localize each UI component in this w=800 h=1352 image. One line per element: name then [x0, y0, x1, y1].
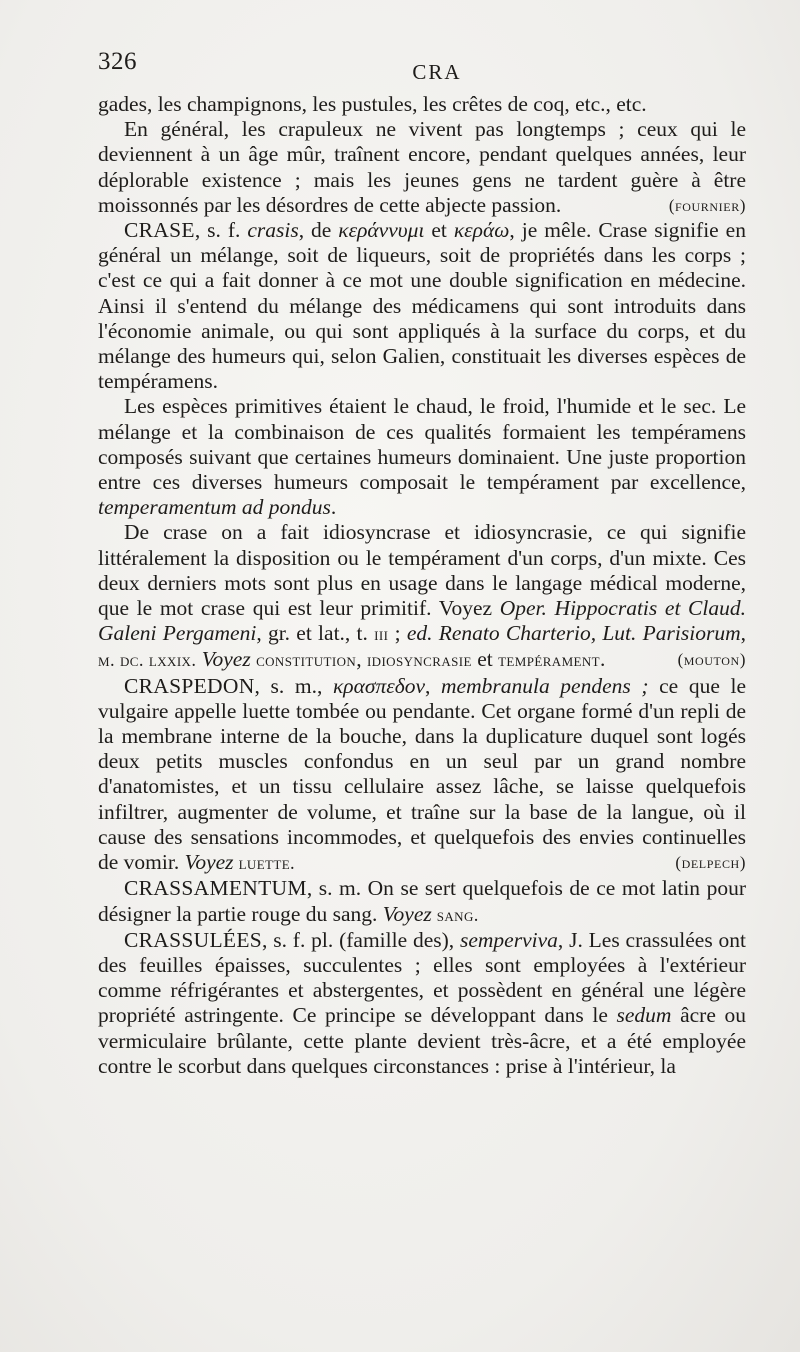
- greek-term: κεράννυμι: [338, 218, 425, 243]
- entry-crase: CRASE, s. f. crasis, de κεράννυμι et κεράω, je mêle. Crase signifie en général un mélange, soit de liqueurs, soit de propriétés dans les corps ; c'est ce qui a fait donner à ce mot une double signification en médecine. Ainsi il s'entend du mélange des médicamens qui sont introduits dans l'économie animale, ou qui sont appliqués à la surface du corps, et du mélange des humeurs qui, selon Galien, constituait les diverses espèces de tempéramens.: [98, 218, 746, 394]
- latin-term: membranula pendens ;: [441, 673, 649, 698]
- reference-title: Oper. Hippocratis et Claud. Galeni Pergameni: [98, 596, 746, 646]
- cross-reference: constitution: [256, 650, 357, 671]
- author-signature: ( delpech ): [649, 850, 746, 875]
- cross-reference: tempérament: [498, 650, 600, 671]
- continuation-paragraph: gades, les champignons, les pustules, les crêtes de coq, etc., etc.: [98, 92, 647, 116]
- reference-edition: ed. Renato Charterio, Lut. Parisiorum: [406, 621, 741, 646]
- author-signature: ( mouton ): [652, 647, 746, 672]
- cross-reference: luette.: [233, 853, 296, 874]
- headword: CRASSULÉES: [124, 927, 263, 952]
- greek-term: κεράω: [453, 218, 510, 243]
- author-signature: ( fournier ): [643, 193, 746, 218]
- dictionary-text: [98, 92, 746, 1079]
- entry-craspedon: CRASPEDON, s. m., κρασπεδον, membranula pendens ; ce que le vulgaire appelle luette tombée ou pendante. Cet organe formé d'un repli de la membrane interne de la bouche, dans la duplicature duquel sont logés deux petits muscles confondus en un seul par un grand nombre d'anatomistes, et un tissu cellulaire assez lâche, se laisse quelquefois infiltrer, augmenter de volume, et traîne sur la base de la langue, où il cause des sensations incommodes, et quelquefois des envies continuelles de vomir. Voyez luette. ( delpech ): [98, 674, 746, 877]
- cross-reference: idiosyncrasie: [366, 650, 472, 671]
- headword: CRASPEDON: [124, 673, 255, 698]
- page-header: [98, 44, 746, 88]
- paragraph-idiosyncrasie: De crase on a fait idiosyncrase et idiosyncrasie, ce qui signifie littéralement la disposition ou le tempérament d'un corps, d'un mixte. Ces deux derniers mots sont plus en usage dans le langage médical moderne, que le mot crase qui est leur primitif. Voyez Oper. Hippocratis et Claud. Galeni Pergameni, gr. et lat., t. iii ; ed. Renato Charterio, Lut. Parisiorum, m. dc. lxxix. Voyez constitution, idiosyncrasie et tempérament. ( mouton ): [98, 520, 746, 673]
- latin-term: semperviva: [459, 927, 558, 952]
- headword: CRASSAMENTUM: [124, 876, 307, 901]
- latin-term: temperamentum ad pondus: [98, 495, 331, 520]
- entry-crassulees: CRASSULÉES, s. f. pl. (famille des), semperviva, J. Les crassulées ont des feuilles épaisses, succulentes ; elles sont employées à l'extérieur comme réfrigérantes et abstergentes, et possèdent en général une légère propriété astringente. Ce principe se développant dans le sedum âcre ou vermiculaire brûlante, cette plante devient très-âcre, et a été employée contre le scorbut dans quelques circonstances : prise à l'intérieur, la: [98, 927, 746, 1078]
- latin-term: sedum: [616, 1003, 672, 1028]
- page-number: 326: [98, 48, 137, 75]
- entry-crassamentum: CRASSAMENTUM, s. m. On se sert quelquefois de ce mot latin pour désigner la partie rouge du sang. Voyez sang.: [98, 876, 746, 926]
- greek-term: κρασπεδον: [332, 673, 426, 698]
- headword: CRASE: [124, 218, 195, 243]
- running-head: CRA: [412, 60, 462, 84]
- cross-reference: sang.: [431, 904, 479, 925]
- paragraph-temperaments: Les espèces primitives étaient le chaud, le froid, l'humide et le sec. Le mélange et la combinaison de ces qualités formaient les tempéramens composés suivant que certaines humeurs dominaient. Une juste proportion entre ces diverses humeurs composait le tempérament par excellence, temperamentum ad pondus.: [98, 394, 746, 520]
- paragraph-crapuleux: En général, les crapuleux ne vivent pas longtemps ; ceux qui le deviennent à un âge mûr, traînent encore, pendant quelques années, leur déplorable existence ; mais les jeunes gens ne tardent guère à être moissonnés par les désordres de cette abjecte passion. ( fournier ): [98, 117, 746, 218]
- latin-term: crasis: [247, 218, 299, 243]
